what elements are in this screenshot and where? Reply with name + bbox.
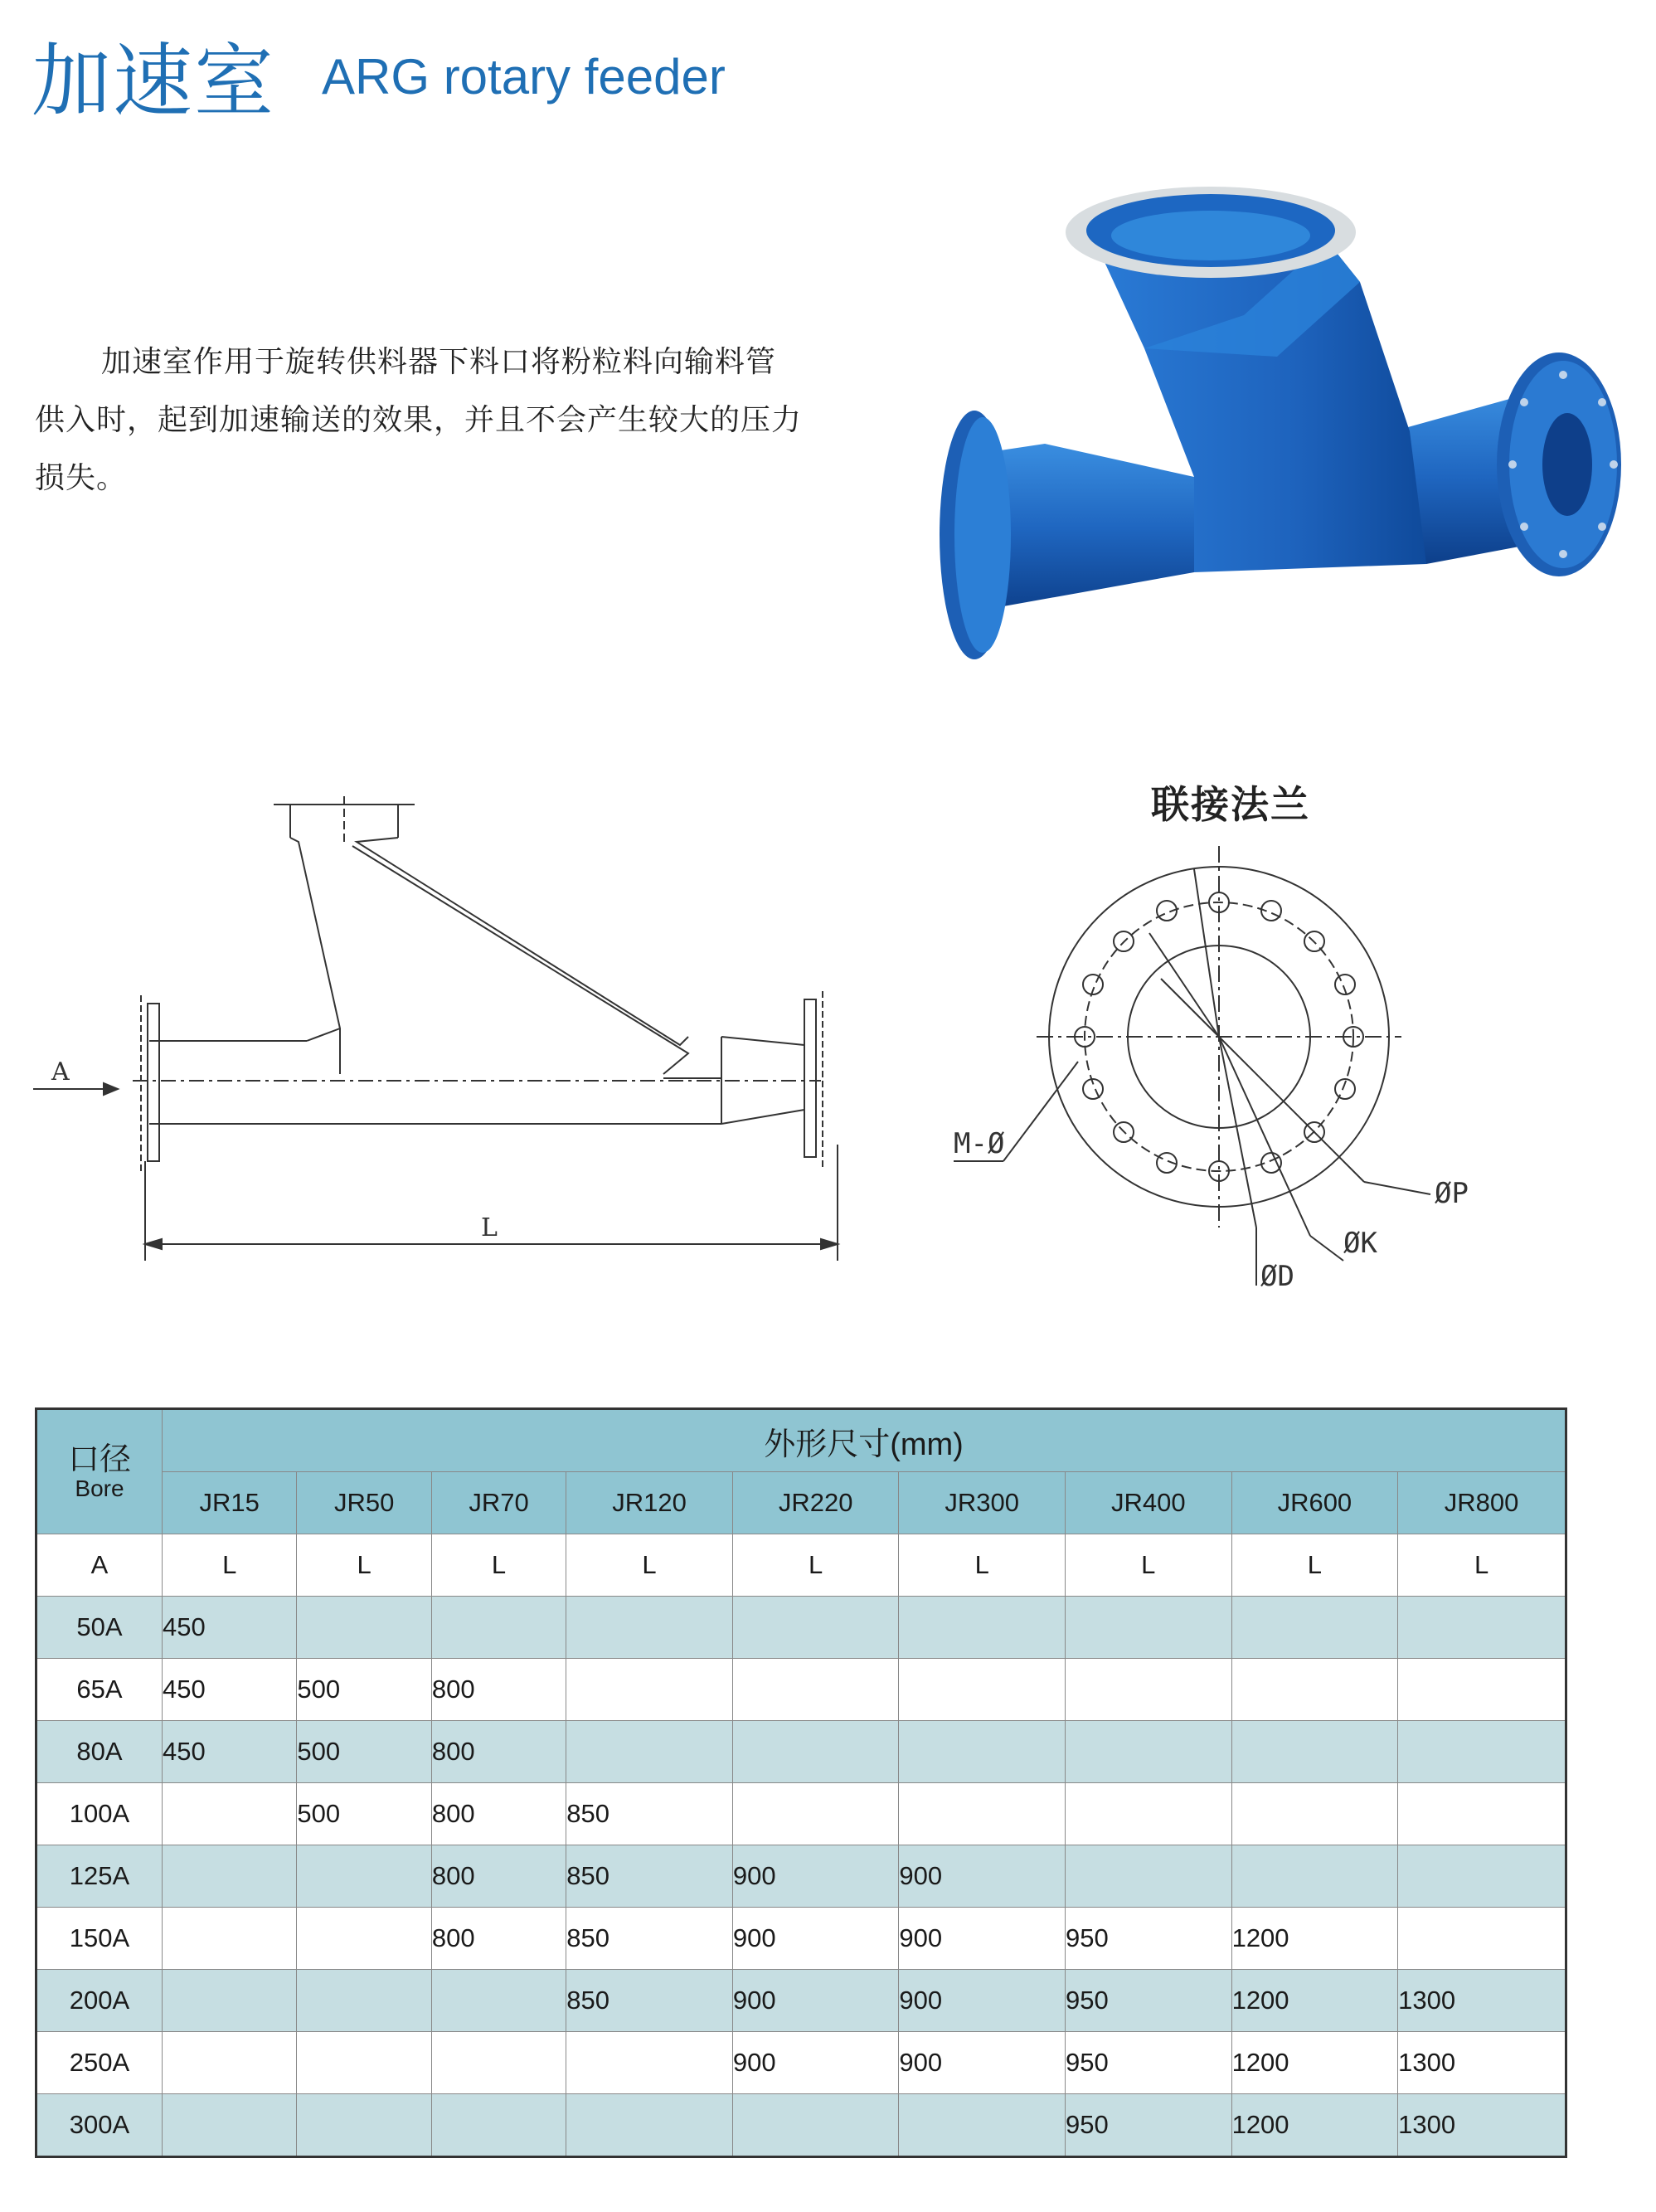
table-row (36, 1659, 1566, 1721)
unit-bore: A (36, 1534, 163, 1597)
label-d: ØD (1260, 1260, 1294, 1293)
length-cell (297, 2032, 431, 2094)
length-cell: 900 (899, 1908, 1066, 1970)
length-cell: 900 (899, 1845, 1066, 1908)
length-cell (732, 1597, 899, 1659)
length-cell (1066, 1597, 1232, 1659)
bore-cell: 300A (36, 2094, 163, 2157)
unit-cell: L (163, 1534, 297, 1597)
length-cell (1398, 1659, 1566, 1721)
length-cell (1398, 1597, 1566, 1659)
length-cell (899, 1783, 1066, 1845)
unit-cell: L (899, 1534, 1066, 1597)
length-cell: 950 (1066, 2094, 1232, 2157)
length-cell (1398, 1721, 1566, 1783)
table-row (36, 1597, 1566, 1659)
length-cell (163, 1845, 297, 1908)
length-cell (163, 1783, 297, 1845)
flange-drawing (945, 763, 1526, 1327)
unit-cell: L (566, 1534, 733, 1597)
bore-header: 口径 Bore (36, 1409, 163, 1534)
length-cell: 1300 (1398, 2094, 1566, 2157)
model-header: JR300 (899, 1472, 1066, 1534)
length-cell (732, 2094, 899, 2157)
length-cell (566, 2094, 733, 2157)
model-header-row (36, 1472, 1566, 1534)
side-view-drawing (25, 780, 871, 1310)
length-cell: 900 (732, 1845, 899, 1908)
model-header: JR50 (297, 1472, 431, 1534)
unit-cell: L (1231, 1534, 1398, 1597)
length-cell (566, 1597, 733, 1659)
length-cell (732, 1659, 899, 1721)
model-header: JR120 (566, 1472, 733, 1534)
length-cell (566, 1721, 733, 1783)
length-cell (1066, 1845, 1232, 1908)
length-cell: 950 (1066, 1908, 1232, 1970)
model-header: JR800 (1398, 1472, 1566, 1534)
label-m: M-Ø (954, 1127, 1005, 1160)
table-row (36, 1845, 1566, 1908)
length-cell: 900 (899, 2032, 1066, 2094)
length-cell (1066, 1721, 1232, 1783)
length-cell: 950 (1066, 2032, 1232, 2094)
flow-label: A (51, 1057, 70, 1087)
unit-cell: L (1398, 1534, 1566, 1597)
bore-cell: 50A (36, 1597, 163, 1659)
table-row (36, 1721, 1566, 1783)
length-cell (431, 1970, 566, 2032)
length-label: L (481, 1213, 498, 1242)
length-cell: 500 (297, 1783, 431, 1845)
length-cell (1066, 1659, 1232, 1721)
table-row (36, 2032, 1566, 2094)
length-cell: 450 (163, 1721, 297, 1783)
length-cell (431, 2032, 566, 2094)
length-cell: 450 (163, 1597, 297, 1659)
description: 加速室作用于旋转供料器下料口将粉粒料向输料管供入时，起到加速输送的效果，并且不会产生较大的压力损失。 (35, 345, 803, 495)
length-cell: 900 (732, 1908, 899, 1970)
length-cell (297, 1970, 431, 2032)
length-cell (1231, 1597, 1398, 1659)
length-cell: 1200 (1231, 1908, 1398, 1970)
length-cell: 800 (431, 1783, 566, 1845)
bore-cell: 125A (36, 1845, 163, 1908)
length-cell (1398, 1908, 1566, 1970)
product-photo (896, 149, 1642, 713)
length-cell (899, 1659, 1066, 1721)
bore-cell: 80A (36, 1721, 163, 1783)
length-cell: 800 (431, 1845, 566, 1908)
length-cell (297, 1908, 431, 1970)
length-cell (732, 1783, 899, 1845)
model-header: JR400 (1066, 1472, 1232, 1534)
length-cell (163, 2032, 297, 2094)
title-english: ARG rotary feeder (322, 49, 726, 105)
length-cell: 1300 (1398, 2032, 1566, 2094)
length-cell (297, 2094, 431, 2157)
model-header: JR15 (163, 1472, 297, 1534)
length-cell (1398, 1845, 1566, 1908)
length-cell: 800 (431, 1721, 566, 1783)
length-cell: 800 (431, 1659, 566, 1721)
unit-cell: L (297, 1534, 431, 1597)
bore-cell: 200A (36, 1970, 163, 2032)
table-row (36, 2094, 1566, 2157)
length-cell: 900 (732, 1970, 899, 2032)
length-cell (899, 1597, 1066, 1659)
label-p: ØP (1435, 1177, 1469, 1210)
length-cell (1066, 1783, 1232, 1845)
model-header: JR220 (732, 1472, 899, 1534)
length-cell: 850 (566, 1845, 733, 1908)
bore-cell: 150A (36, 1908, 163, 1970)
length-cell: 900 (899, 1970, 1066, 2032)
length-cell (899, 1721, 1066, 1783)
dimension-header: 外形尺寸(mm) (163, 1409, 1566, 1472)
length-cell: 850 (566, 1908, 733, 1970)
label-k: ØK (1343, 1227, 1377, 1260)
length-cell: 850 (566, 1970, 733, 2032)
unit-cell: L (732, 1534, 899, 1597)
bore-cell: 100A (36, 1783, 163, 1845)
dimension-table (35, 1407, 1567, 2158)
length-cell (566, 2032, 733, 2094)
unit-cell: L (431, 1534, 566, 1597)
table-row (36, 1970, 1566, 2032)
model-header: JR600 (1231, 1472, 1398, 1534)
length-cell (1231, 1659, 1398, 1721)
length-cell (431, 1597, 566, 1659)
length-cell (732, 1721, 899, 1783)
length-cell (163, 1970, 297, 2032)
length-cell (566, 1659, 733, 1721)
length-cell (899, 2094, 1066, 2157)
unit-row (36, 1534, 1566, 1597)
length-cell (297, 1597, 431, 1659)
length-cell: 1200 (1231, 2094, 1398, 2157)
table-header-row (36, 1409, 1566, 1472)
length-cell (163, 1908, 297, 1970)
length-cell: 900 (732, 2032, 899, 2094)
length-cell (163, 2094, 297, 2157)
bore-cell: 65A (36, 1659, 163, 1721)
length-cell: 1200 (1231, 2032, 1398, 2094)
length-cell: 500 (297, 1721, 431, 1783)
length-cell: 500 (297, 1659, 431, 1721)
bore-cell: 250A (36, 2032, 163, 2094)
length-cell: 800 (431, 1908, 566, 1970)
length-cell: 450 (163, 1659, 297, 1721)
title-chinese: 加速室 (32, 35, 275, 128)
length-cell: 950 (1066, 1970, 1232, 2032)
length-cell (1398, 1783, 1566, 1845)
table-row (36, 1908, 1566, 1970)
length-cell (1231, 1721, 1398, 1783)
unit-cell: L (1066, 1534, 1232, 1597)
model-header: JR70 (431, 1472, 566, 1534)
length-cell (297, 1845, 431, 1908)
length-cell (1231, 1783, 1398, 1845)
table-row (36, 1783, 1566, 1845)
length-cell (1231, 1845, 1398, 1908)
length-cell: 850 (566, 1783, 733, 1845)
flange-title: 联接法兰 (1151, 782, 1310, 827)
length-cell (431, 2094, 566, 2157)
length-cell: 1200 (1231, 1970, 1398, 2032)
length-cell: 1300 (1398, 1970, 1566, 2032)
